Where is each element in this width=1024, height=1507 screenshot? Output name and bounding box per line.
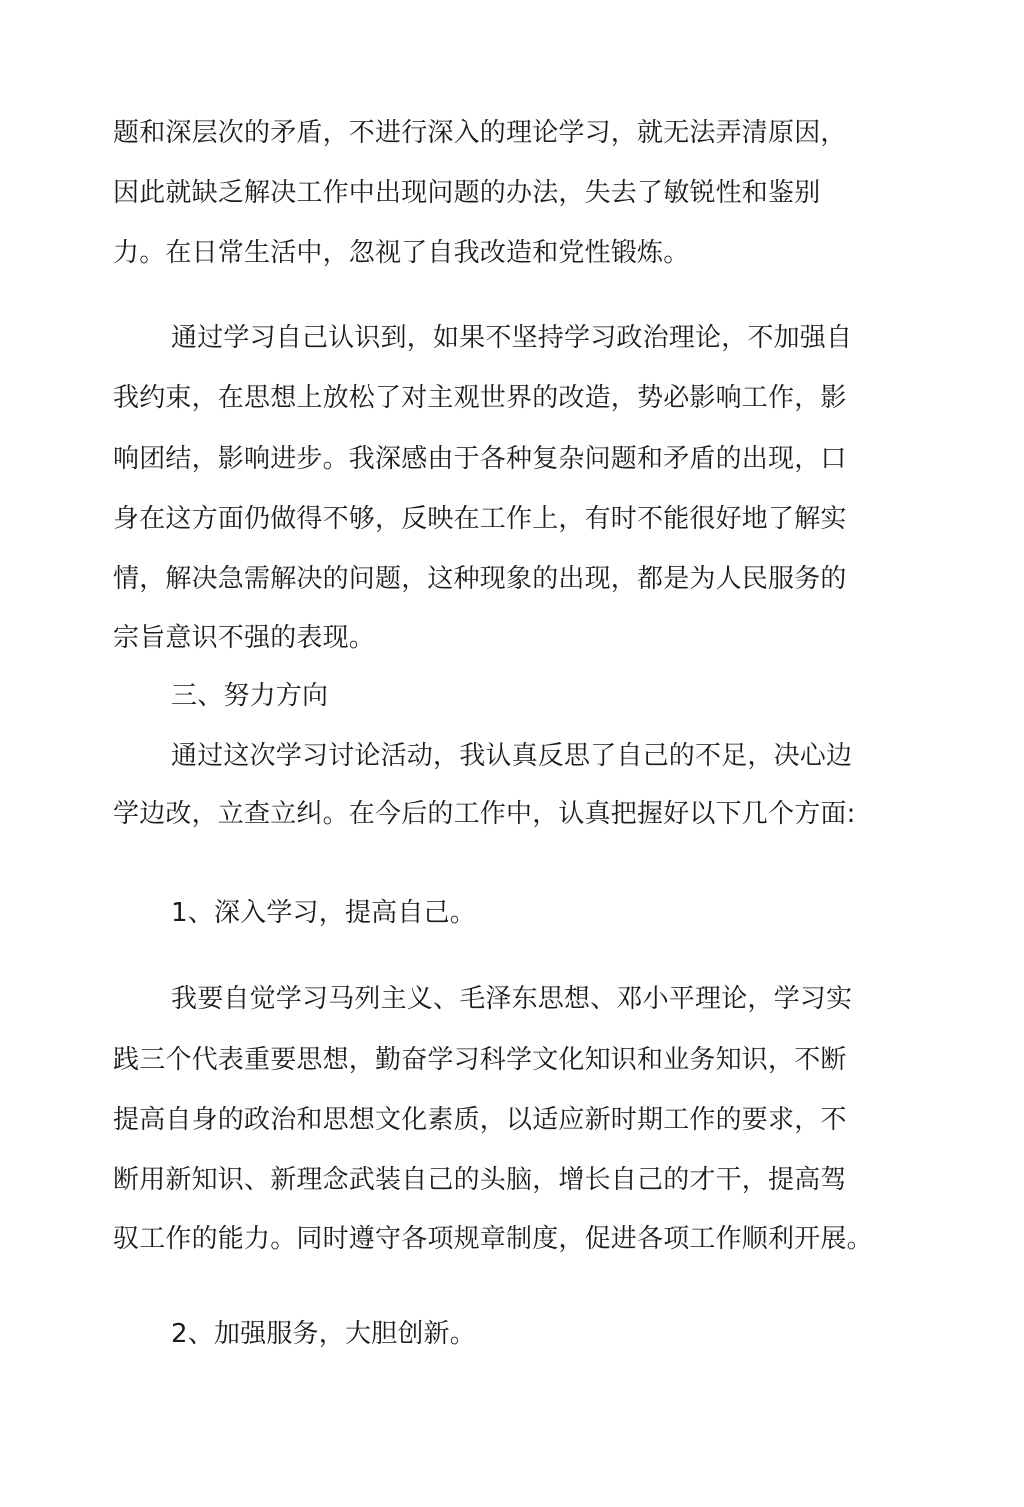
paragraph-4-line-2: 践三个代表重要思想，勤奋学习科学文化知识和业务知识，不断: [113, 1045, 847, 1075]
paragraph-4-line-3: 提高自身的政治和思想文化素质，以适应新时期工作的要求，不: [113, 1105, 847, 1135]
paragraph-4-line-5: 驭工作的能力。同时遵守各项规章制度，促进各项工作顺利开展。: [113, 1224, 873, 1254]
paragraph-1-line-2: 因此就缺乏解决工作中出现问题的办法，失去了敏锐性和鉴别: [113, 178, 821, 208]
paragraph-1-line-3: 力。在日常生活中，忽视了自我改造和党性锻炼。: [113, 238, 690, 268]
paragraph-2-line-4: 身在这方面仍做得不够，反映在工作上，有时不能很好地了解实: [113, 504, 847, 534]
paragraph-4-line-1: 我要自觉学习马列主义、毛泽东思想、邓小平理论，学习实: [171, 984, 853, 1014]
list-item-2: 2、加强服务，大胆创新。: [171, 1319, 476, 1349]
paragraph-1-line-1: 题和深层次的矛盾，不进行深入的理论学习，就无法弄清原因，: [113, 118, 847, 148]
paragraph-2-line-5: 情，解决急需解决的问题，这种现象的出现，都是为人民服务的: [113, 564, 847, 594]
section-heading-3: 三、努力方向: [171, 681, 329, 711]
paragraph-2-line-1: 通过学习自己认识到，如果不坚持学习政治理论，不加强自: [171, 323, 853, 353]
paragraph-3-line-2: 学边改，立查立纠。在今后的工作中，认真把握好以下几个方面:: [113, 799, 856, 829]
paragraph-4-line-4: 断用新知识、新理念武装自己的头脑，增长自己的才干，提高驾: [113, 1165, 847, 1195]
paragraph-2-line-3: 响团结，影响进步。我深感由于各种复杂问题和矛盾的出现，口: [113, 444, 847, 474]
paragraph-3-line-1: 通过这次学习讨论活动，我认真反思了自己的不足，决心边: [171, 741, 853, 771]
paragraph-2-line-2: 我约束，在思想上放松了对主观世界的改造，势必影响工作，影: [113, 383, 847, 413]
list-item-1: 1、深入学习，提高自己。: [171, 898, 476, 928]
paragraph-2-line-6: 宗旨意识不强的表现。: [113, 623, 376, 653]
